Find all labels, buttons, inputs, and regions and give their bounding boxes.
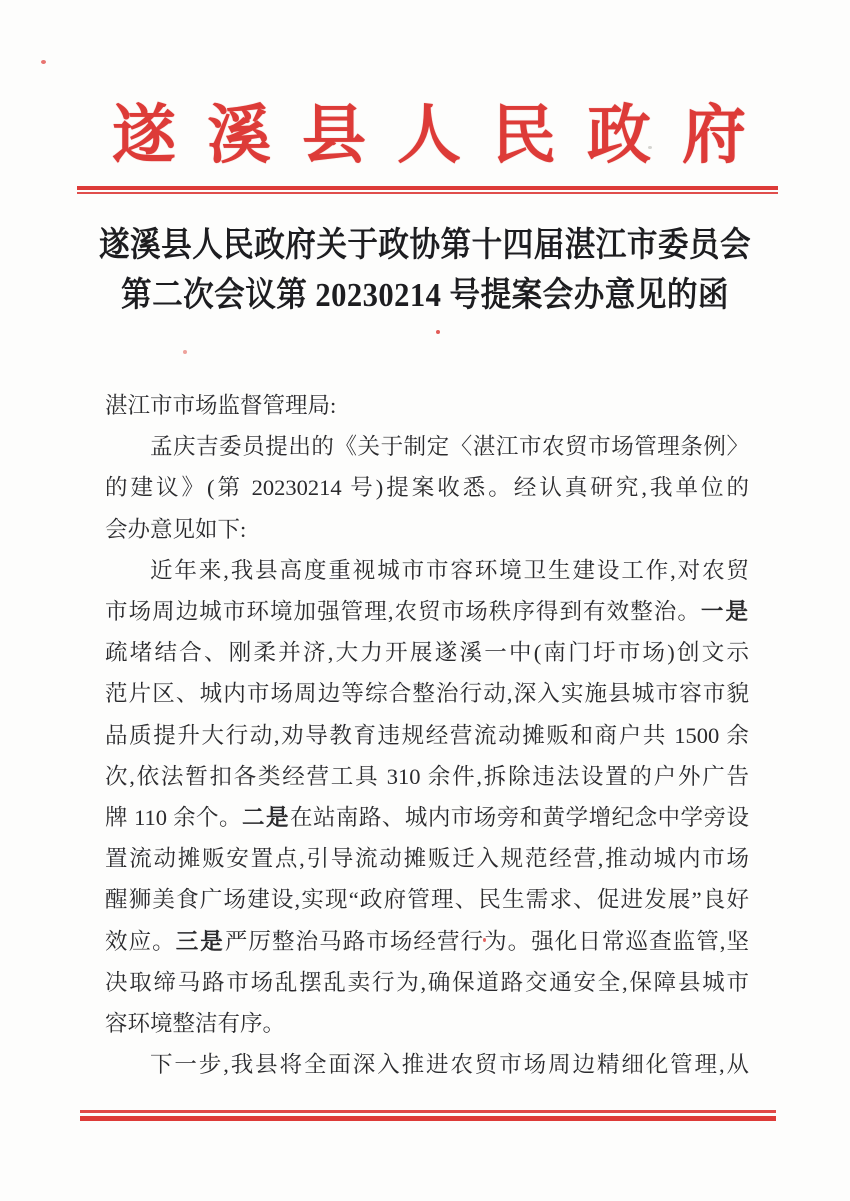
body-line [105, 1044, 749, 1085]
body-text: 置流动摊贩安置点,引导流动摊贩迁入规范经营,推动城内市场 [105, 846, 749, 872]
separator-line-thick [80, 1116, 776, 1121]
body-line [105, 1003, 749, 1044]
body-line [105, 426, 749, 467]
letterhead-title: 遂溪县人民政府 [112, 100, 777, 171]
scan-speck [183, 350, 187, 354]
footer-separator [80, 1110, 776, 1121]
body-text: 市场周边城市环境加强管理,农贸市场秩序得到有效整治。 [105, 599, 701, 625]
body-text: 醒狮美食广场建设,实现“政府管理、民生需求、促进发展”良好 [105, 887, 749, 913]
scan-speck [41, 60, 46, 64]
body-line [105, 756, 749, 797]
body-line [105, 550, 749, 591]
body-text: 湛江市市场监督管理局: [105, 393, 337, 418]
separator-line-thick [77, 186, 778, 190]
scan-speck [436, 330, 440, 334]
body-line [105, 838, 749, 879]
letterhead-separator [77, 186, 778, 194]
body-line [105, 921, 749, 962]
body-line [105, 673, 749, 714]
body-line [105, 591, 749, 632]
body-text: 在站南路、城内市场旁和黄学增纪念中学旁设 [289, 805, 749, 831]
document-title [43, 221, 808, 321]
body-line [105, 632, 749, 673]
body-line [105, 467, 749, 508]
body-line [105, 962, 749, 1003]
body-text: 的建议》(第 20230214 号)提案收悉。经认真研究,我单位的 [105, 475, 749, 501]
body-text: 近年来,我县高度重视城市市容环境卫生建设工作,对农贸 [150, 557, 749, 583]
body-text: 容环境整洁有序。 [105, 1011, 286, 1037]
body-text: 决取缔马路市场乱摆乱卖行为,确保道路交通安全,保障县城市 [105, 969, 749, 995]
body-text: 下一步,我县将全面深入推进农贸市场周边精细化管理,从 [150, 1052, 749, 1078]
document-title-line1: 遂溪县人民政府关于政协第十四届湛江市委员会 [98, 227, 752, 264]
body-emphasis-text: 二是 [242, 805, 290, 831]
body-line [105, 509, 749, 550]
body-line [105, 715, 749, 756]
document-title-line2: 第二次会议第 20230214 号提案会办意见的函 [121, 277, 729, 314]
body-line [105, 797, 749, 838]
body-emphasis-text: 三是 [175, 928, 225, 954]
body-line [105, 879, 749, 920]
body-text: 牌 110 余个。 [105, 805, 243, 831]
body-text: 孟庆吉委员提出的《关于制定〈湛江市农贸市场管理条例〉 [150, 434, 749, 460]
body-text: 疏堵结合、刚柔并济,大力开展遂溪一中(南门圩市场)创文示 [105, 640, 749, 666]
separator-line-thin [77, 192, 778, 194]
separator-line-thin [80, 1110, 776, 1113]
body-text: 次,依法暂扣各类经营工具 310 余件,拆除违法设置的户外广告 [105, 763, 749, 789]
body-text: 范片区、城内市场周边等综合整治行动,深入实施县城市容市貌 [105, 681, 749, 707]
body-text: 严厉整治马路市场经营行为。强化日常巡查监管,坚 [224, 928, 749, 954]
body-emphasis-text: 一是 [700, 599, 749, 625]
body-text: 品质提升大行动,劝导教育违规经营流动摊贩和商户共 1500 余 [105, 722, 749, 748]
body-line [105, 385, 749, 426]
document-body [105, 385, 749, 1085]
body-text: 会办意见如下: [105, 516, 247, 542]
body-text: 效应。 [105, 928, 176, 954]
